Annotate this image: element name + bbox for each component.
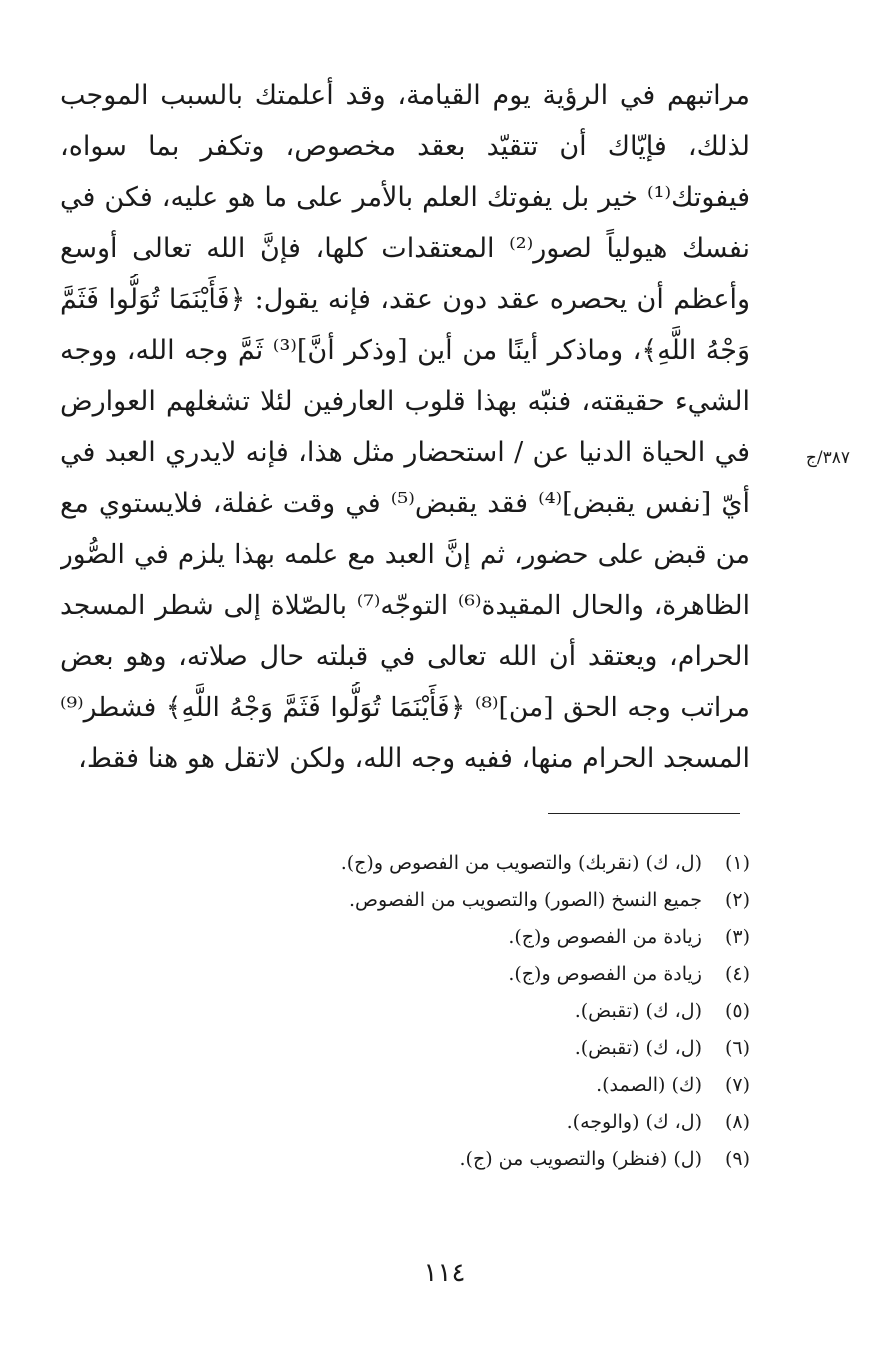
- footnote-item: [200, 1067, 750, 1104]
- footnote-item: [200, 845, 750, 882]
- main-text: [60, 70, 750, 784]
- text-line: مراتبهم في الرؤية يوم القيامة، وقد أعلمتك بالسبب الموجب: [60, 80, 750, 111]
- footnote-number: (٩): [724, 1148, 750, 1170]
- footnote-text: (ل، ك) (تقبض).: [574, 1037, 702, 1059]
- text-line: فيفوتك⁽¹⁾ خير بل يفوتك العلم بالأمر على ما هو عليه، فكن في: [60, 182, 750, 213]
- text-line: في الحياة الدنيا عن / استحضار مثل هذا، فإنه لايدري العبد في: [60, 437, 750, 468]
- footnotes: [200, 845, 750, 1178]
- footnote-text: (ل، ك) (نقربك) والتصويب من الفصوص و(ج).: [340, 852, 702, 874]
- footnote-item: [200, 1141, 750, 1178]
- footnote-item: [200, 956, 750, 993]
- footnote-text: (ل، ك) (والوجه).: [566, 1111, 702, 1133]
- footnote-text: (ل، ك) (تقبض).: [574, 1000, 702, 1022]
- footnote-number: (٧): [724, 1074, 750, 1096]
- footnote-text: (ل) (فنظر) والتصويب من (ج).: [459, 1148, 702, 1170]
- footnote-text: زيادة من الفصوص و(ج).: [508, 963, 702, 985]
- footnote-divider: [548, 813, 740, 814]
- footnote-number: (٥): [724, 1000, 750, 1022]
- manuscript-folio-note: ٣٨٧/ج: [805, 448, 850, 468]
- footnote-item: [200, 1030, 750, 1067]
- page-number: ١١٤: [423, 1258, 466, 1288]
- footnote-number: (٣): [724, 926, 750, 948]
- footnote-text: جميع النسخ (الصور) والتصويب من الفصوص.: [349, 889, 702, 911]
- text-line: وأعظم أن يحصره عقد دون عقد، فإنه يقول: ﴿فَأَيْنَمَا تُوَلُّوا فَثَمَّ: [60, 284, 750, 315]
- footnote-number: (٨): [724, 1111, 750, 1133]
- footnote-number: (٤): [724, 963, 750, 985]
- text-line: مراتب وجه الحق [من]⁽⁸⁾ ﴿فَأَيْنَمَا تُوَلُّوا فَثَمَّ وَجْهُ اللَّهِ﴾ فشطر⁽⁹⁾: [60, 692, 750, 723]
- text-line: الحرام، ويعتقد أن الله تعالى في قبلته حال صلاته، وهو بعض: [60, 641, 750, 672]
- text-line: أيّ [نفس يقبض]⁽⁴⁾ فقد يقبض⁽⁵⁾ في وقت غفلة، فلايستوي مع: [60, 488, 750, 519]
- text-line: لذلك، فإيّاك أن تتقيّد بعقد مخصوص، وتكفر بما سواه،: [60, 131, 750, 162]
- text-line: الظاهرة، والحال المقيدة⁽⁶⁾ التوجّه⁽⁷⁾ بالصّلاة إلى شطر المسجد: [60, 590, 750, 621]
- footnote-item: [200, 919, 750, 956]
- text-line: المسجد الحرام منها، ففيه وجه الله، ولكن لاتقل هو هنا فقط،: [78, 743, 750, 774]
- footnote-text: زيادة من الفصوص و(ج).: [508, 926, 702, 948]
- text-line: نفسك هيولياً لصور⁽²⁾ المعتقدات كلها، فإنَّ الله تعالى أوسع: [60, 233, 750, 264]
- footnote-text: (ك) (الصمد).: [596, 1074, 702, 1096]
- footnote-item: [200, 882, 750, 919]
- text-line: وَجْهُ اللَّهِ﴾، وماذكر أينًا من أين [وذكر أنَّ]⁽³⁾ ثَمَّ وجه الله، ووجه: [60, 335, 750, 366]
- footnote-number: (٦): [724, 1037, 750, 1059]
- text-line: الشيء حقيقته، فنبّه بهذا قلوب العارفين لئلا تشغلهم العوارض: [60, 386, 750, 417]
- footnote-number: (٢): [724, 889, 750, 911]
- footnote-item: [200, 1104, 750, 1141]
- text-line: من قبض على حضور، ثم إنَّ العبد مع علمه بهذا يلزم في الصُّور: [60, 539, 750, 570]
- footnote-item: [200, 993, 750, 1030]
- footnote-number: (١): [724, 852, 750, 874]
